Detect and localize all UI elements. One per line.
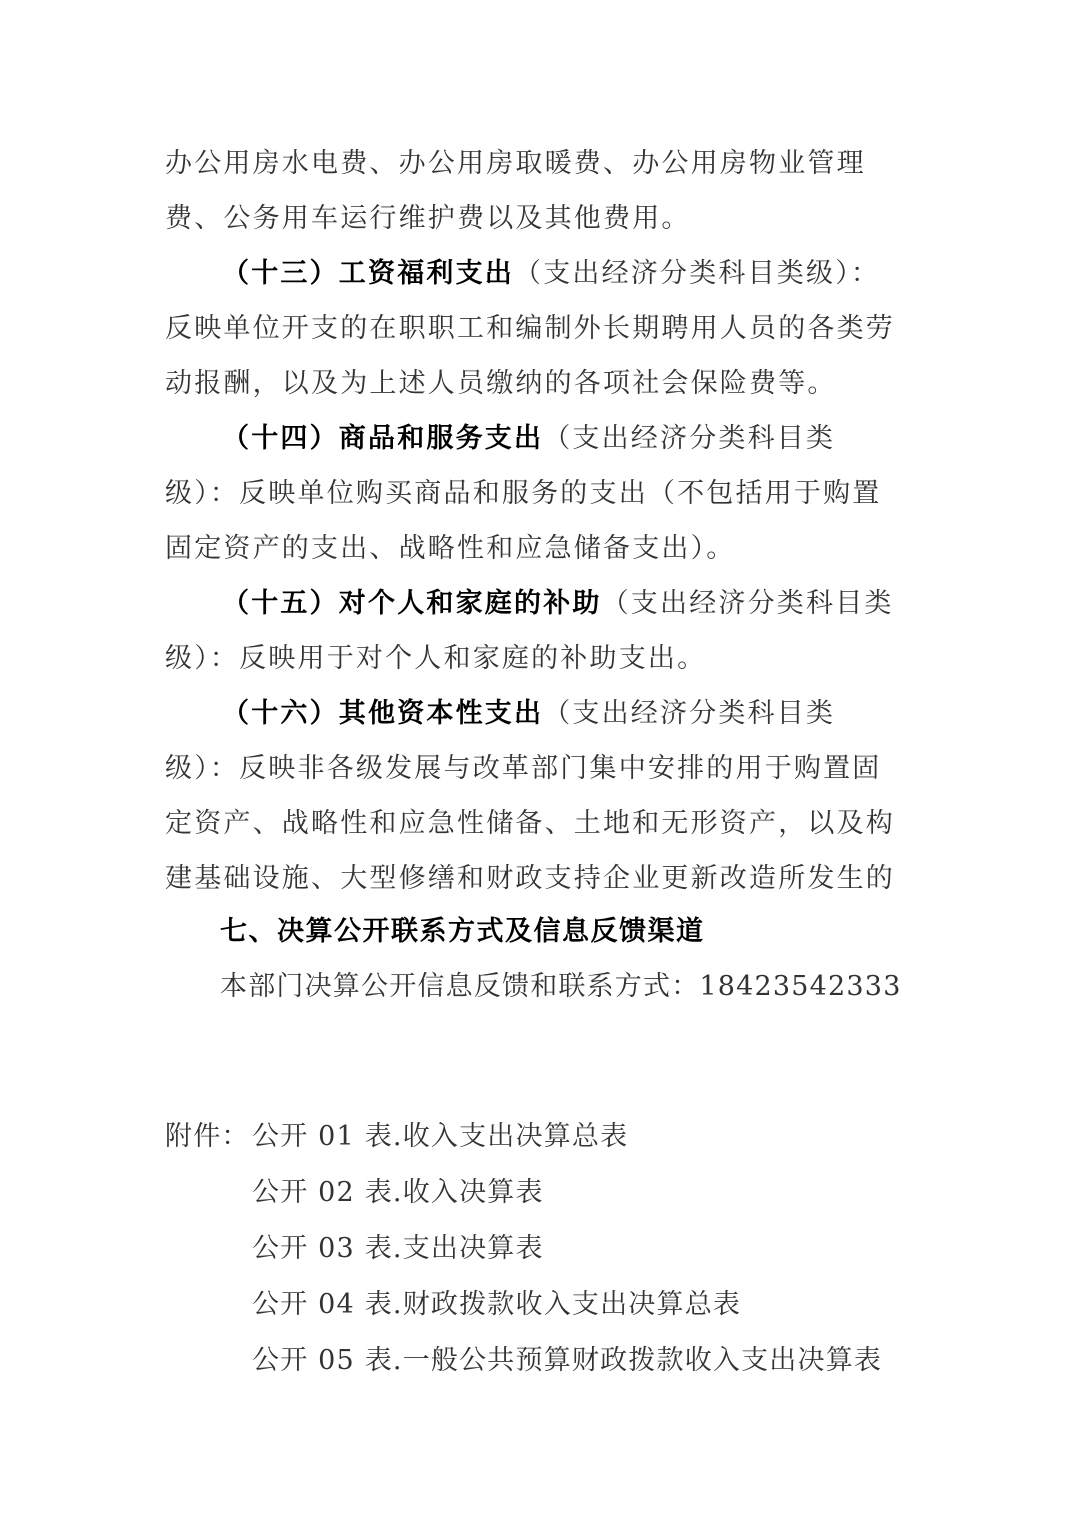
attachment-item-4: 公开 04 表.财政拨款收入支出决算总表 (252, 1289, 742, 1320)
contact-line (220, 967, 902, 1007)
section7-heading: 七、决算公开联系方式及信息反馈渠道 (220, 916, 705, 947)
item14-line-2: 级）：反映单位购买商品和服务的支出（不包括用于购置 (165, 478, 882, 509)
item16-line-4: 建基础设施、大型修缮和财政支持企业更新改造所发生的 (165, 863, 895, 894)
item13-desc-start: （支出经济分类科目类级）： (514, 258, 881, 289)
item14-first-line (222, 419, 835, 459)
item15-desc-start: （支出经济分类科目类 (601, 588, 894, 619)
item14-line-3: 固定资产的支出、战略性和应急储备支出）。 (165, 533, 736, 564)
attachments-label: 附件： (165, 1121, 250, 1152)
item14-title: （十四）商品和服务支出 (222, 423, 544, 454)
item15-title: （十五）对个人和家庭的补助 (222, 588, 602, 619)
item16-line-2: 级）：反映非各级发展与改革部门集中安排的用于购置固 (165, 753, 882, 784)
item14-desc-start: （支出经济分类科目类 (543, 423, 836, 454)
item16-first-line (222, 694, 835, 734)
intro-line-1: 办公用房水电费、办公用房取暖费、办公用房物业管理 (165, 148, 866, 179)
intro-line-2: 费、公务用车运行维护费以及其他费用。 (165, 203, 691, 234)
attachment-item-3: 公开 03 表.支出决算表 (252, 1233, 544, 1264)
item13-first-line (222, 254, 880, 294)
attachment-item-5: 公开 05 表.一般公共预算财政拨款收入支出决算表 (252, 1345, 883, 1376)
item13-title: （十三）工资福利支出 (222, 258, 514, 289)
item16-title: （十六）其他资本性支出 (222, 698, 544, 729)
item13-line-3: 动报酬，以及为上述人员缴纳的各项社会保险费等。 (165, 368, 837, 399)
attachment-item-2: 公开 02 表.收入决算表 (252, 1177, 544, 1208)
item16-line-3: 定资产、战略性和应急性储备、土地和无形资产，以及构 (165, 808, 895, 839)
item15-line-2: 级）：反映用于对个人和家庭的补助支出。 (165, 643, 707, 674)
item16-desc-start: （支出经济分类科目类 (543, 698, 836, 729)
contact-label: 本部门决算公开信息反馈和联系方式： (220, 971, 700, 1002)
item13-line-2: 反映单位开支的在职职工和编制外长期聘用人员的各类劳 (165, 313, 895, 344)
item15-first-line (222, 584, 894, 624)
attachment-item-1: 公开 01 表.收入支出决算总表 (252, 1121, 629, 1152)
contact-phone: 18423542333 (699, 971, 902, 1002)
